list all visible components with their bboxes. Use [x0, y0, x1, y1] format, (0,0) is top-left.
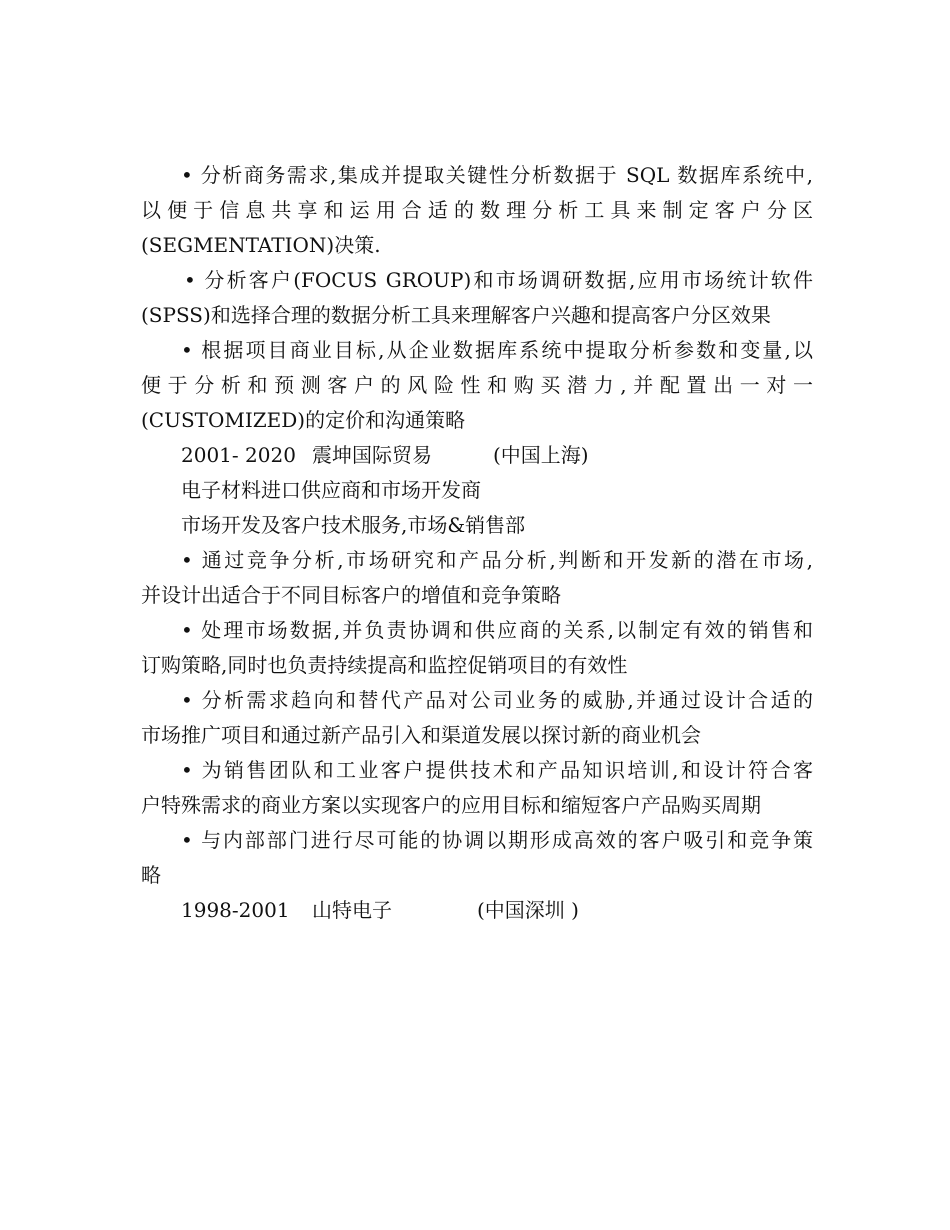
- bullet-paragraph-line: • 分析需求趋向和替代产品对公司业务的威胁,并通过设计合适的: [181, 688, 813, 712]
- paragraph-line: 市场推广项目和通过新产品引入和渠道发展以探讨新的商业机会: [141, 723, 701, 747]
- paragraph-line: 便于分析和预测客户的风险性和购买潜力,并配置出一对一: [141, 373, 813, 397]
- bullet-paragraph-line: • 分析客户(FOCUS GROUP)和市场调研数据,应用市场统计软件: [184, 268, 813, 292]
- job-period: 1998-2001: [181, 898, 290, 922]
- bullet-paragraph-line: • 与内部部门进行尽可能的协调以期形成高效的客户吸引和竞争策: [181, 828, 813, 852]
- job-header: [141, 893, 813, 928]
- job-company: 震坤国际贸易: [312, 443, 432, 467]
- paragraph-line: (CUSTOMIZED)的定价和沟通策略: [141, 408, 466, 432]
- bullet-paragraph-line: • 处理市场数据,并负责协调和供应商的关系,以制定有效的销售和: [181, 618, 813, 642]
- paragraph-line: (SEGMENTATION)决策.: [141, 233, 381, 257]
- paragraph-line: 并设计出适合于不同目标客户的增值和竞争策略: [141, 583, 561, 607]
- paragraph-line: 户特殊需求的商业方案以实现客户的应用目标和缩短客户产品购买周期: [141, 793, 761, 817]
- paragraph-line: 订购策略,同时也负责持续提高和监控促销项目的有效性: [141, 653, 628, 677]
- job-company: 山特电子: [312, 898, 392, 922]
- document-page: [141, 158, 813, 928]
- job-description: 电子材料进口供应商和市场开发商: [181, 478, 481, 502]
- paragraph-line: (SPSS)和选择合理的数据分析工具来理解客户兴趣和提高客户分区效果: [141, 303, 771, 327]
- bullet-paragraph-line: • 为销售团队和工业客户提供技术和产品知识培训,和设计符合客: [181, 758, 813, 782]
- job-period: 2001- 2020: [181, 443, 296, 467]
- job-role: 市场开发及客户技术服务,市场&销售部: [181, 513, 526, 537]
- job-location: (中国深圳 ): [477, 898, 579, 922]
- paragraph-line: 略: [141, 863, 161, 887]
- paragraph-line: 以便于信息共享和运用合适的数理分析工具来制定客户分区: [141, 198, 813, 222]
- bullet-paragraph-line: • 根据项目商业目标,从企业数据库系统中提取分析参数和变量,以: [181, 338, 813, 362]
- job-header: [141, 438, 813, 473]
- bullet-paragraph-line: • 通过竞争分析,市场研究和产品分析,判断和开发新的潜在市场,: [181, 548, 813, 572]
- job-location: (中国上海): [493, 443, 589, 467]
- bullet-paragraph-line: • 分析商务需求,集成并提取关键性分析数据于 SQL 数据库系统中,: [181, 163, 813, 187]
